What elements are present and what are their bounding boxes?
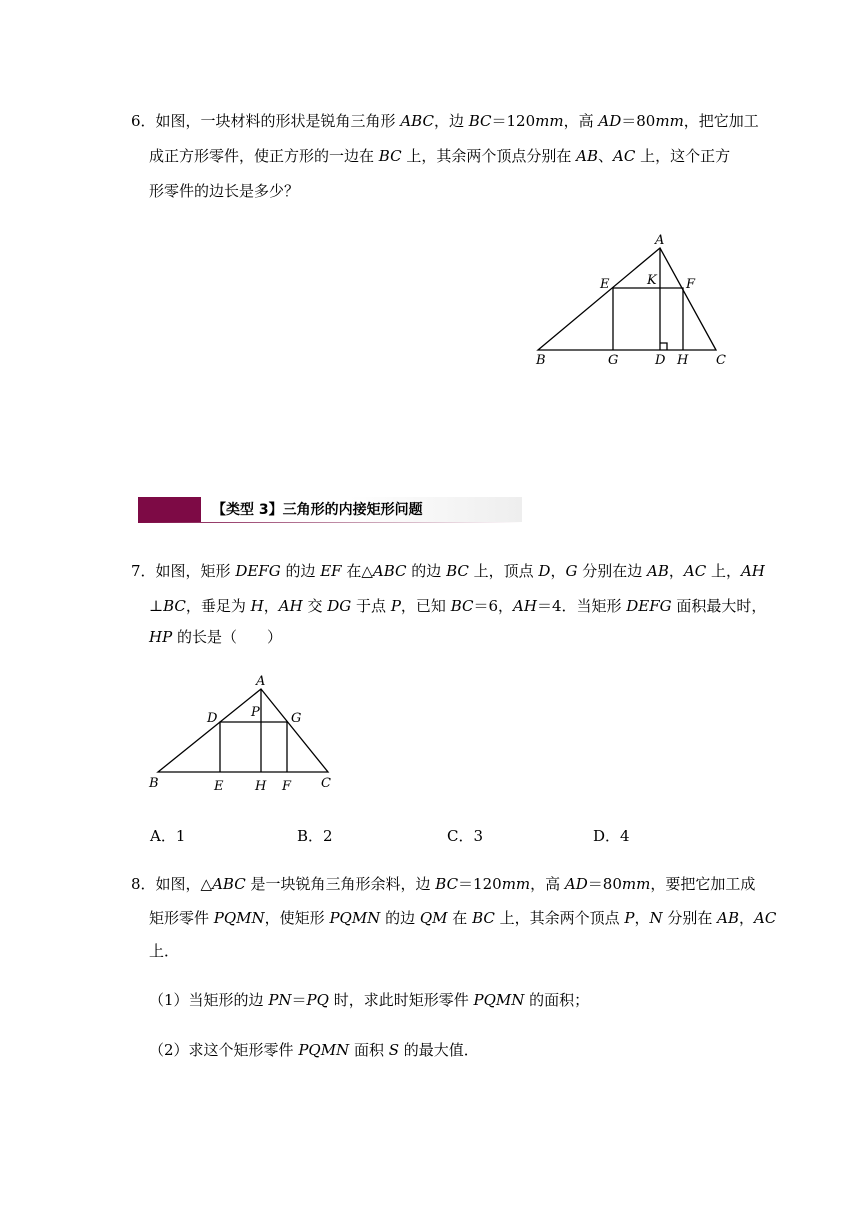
q6-label-e: E: [600, 277, 610, 292]
q7-label-c: C: [321, 776, 331, 791]
q6-line-2: 成正方形零件，使正方形的一边在 BC 上，其余两个顶点分别在 AB、AC 上，这个正方: [149, 147, 731, 165]
q7-line-2: ⊥BC，垂足为 H，AH 交 DG 于点 P，已知 BC＝6，AH＝4．当矩形 DEFG 面积最大时，: [149, 597, 767, 615]
q7-label-e: E: [214, 779, 224, 794]
q7-label-h: H: [255, 779, 267, 794]
q6-label-c: C: [716, 353, 726, 368]
section-title: 【类型 3】三角形的内接矩形问题: [212, 502, 423, 518]
q7-label-b: B: [149, 776, 159, 791]
q7-label-d: D: [207, 711, 218, 726]
q7-label-p: P: [251, 705, 260, 720]
q6-line-3: 形零件的边长是多少？: [149, 182, 300, 200]
q6-label-d: D: [655, 353, 666, 368]
q7-option-d[interactable]: D．4: [593, 827, 630, 845]
q7-option-a[interactable]: A．1: [150, 827, 186, 845]
q8-line-1: 8．如图，△ABC 是一块锐角三角形余料，边 BC＝120mm，高 AD＝80mm，要把它加工成: [131, 875, 756, 893]
q6-label-k: K: [647, 273, 657, 288]
q6-triangle: [538, 248, 716, 350]
section-accent-block: [138, 497, 201, 523]
q6-label-g: G: [608, 353, 619, 368]
q8-line-3: 上．: [149, 942, 180, 960]
q6-label-a: A: [655, 233, 665, 248]
q7-label-a: A: [256, 674, 266, 689]
q7-line-1: 7．如图，矩形 DEFG 的边 EF 在△ABC 的边 BC 上，顶点 D，G 分别在边 AB，AC 上，AH: [131, 562, 765, 580]
q7-label-f: F: [282, 779, 292, 794]
q7-label-g: G: [291, 711, 302, 726]
q6-label-h: H: [677, 353, 689, 368]
q8-part-2: （2）求这个矩形零件 PQMN 面积 S 的最大值．: [149, 1041, 479, 1059]
q7-rectangle: [220, 722, 287, 772]
q7-line-3: HP 的长是（ ）: [149, 628, 282, 646]
q7-option-b[interactable]: B．2: [297, 827, 333, 845]
section-header: [138, 497, 522, 523]
q7-option-c[interactable]: C．3: [447, 827, 484, 845]
q6-square: [613, 288, 683, 350]
q7-triangle: [158, 689, 328, 772]
q6-line-1: 6．如图，一块材料的形状是锐角三角形 ABC，边 BC＝120mm，高 AD＝80mm，把它加工: [131, 112, 759, 130]
q8-line-2: 矩形零件 PQMN，使矩形 PQMN 的边 QM 在 BC 上，其余两个顶点 P，N 分别在 AB，AC: [149, 909, 777, 927]
q6-label-b: B: [536, 353, 546, 368]
q6-right-angle: [660, 343, 667, 350]
q6-label-f: F: [686, 277, 696, 292]
section-underline: [138, 522, 522, 523]
q8-part-1: （1）当矩形的边 PN＝PQ 时，求此时矩形零件 PQMN 的面积；: [149, 991, 590, 1009]
